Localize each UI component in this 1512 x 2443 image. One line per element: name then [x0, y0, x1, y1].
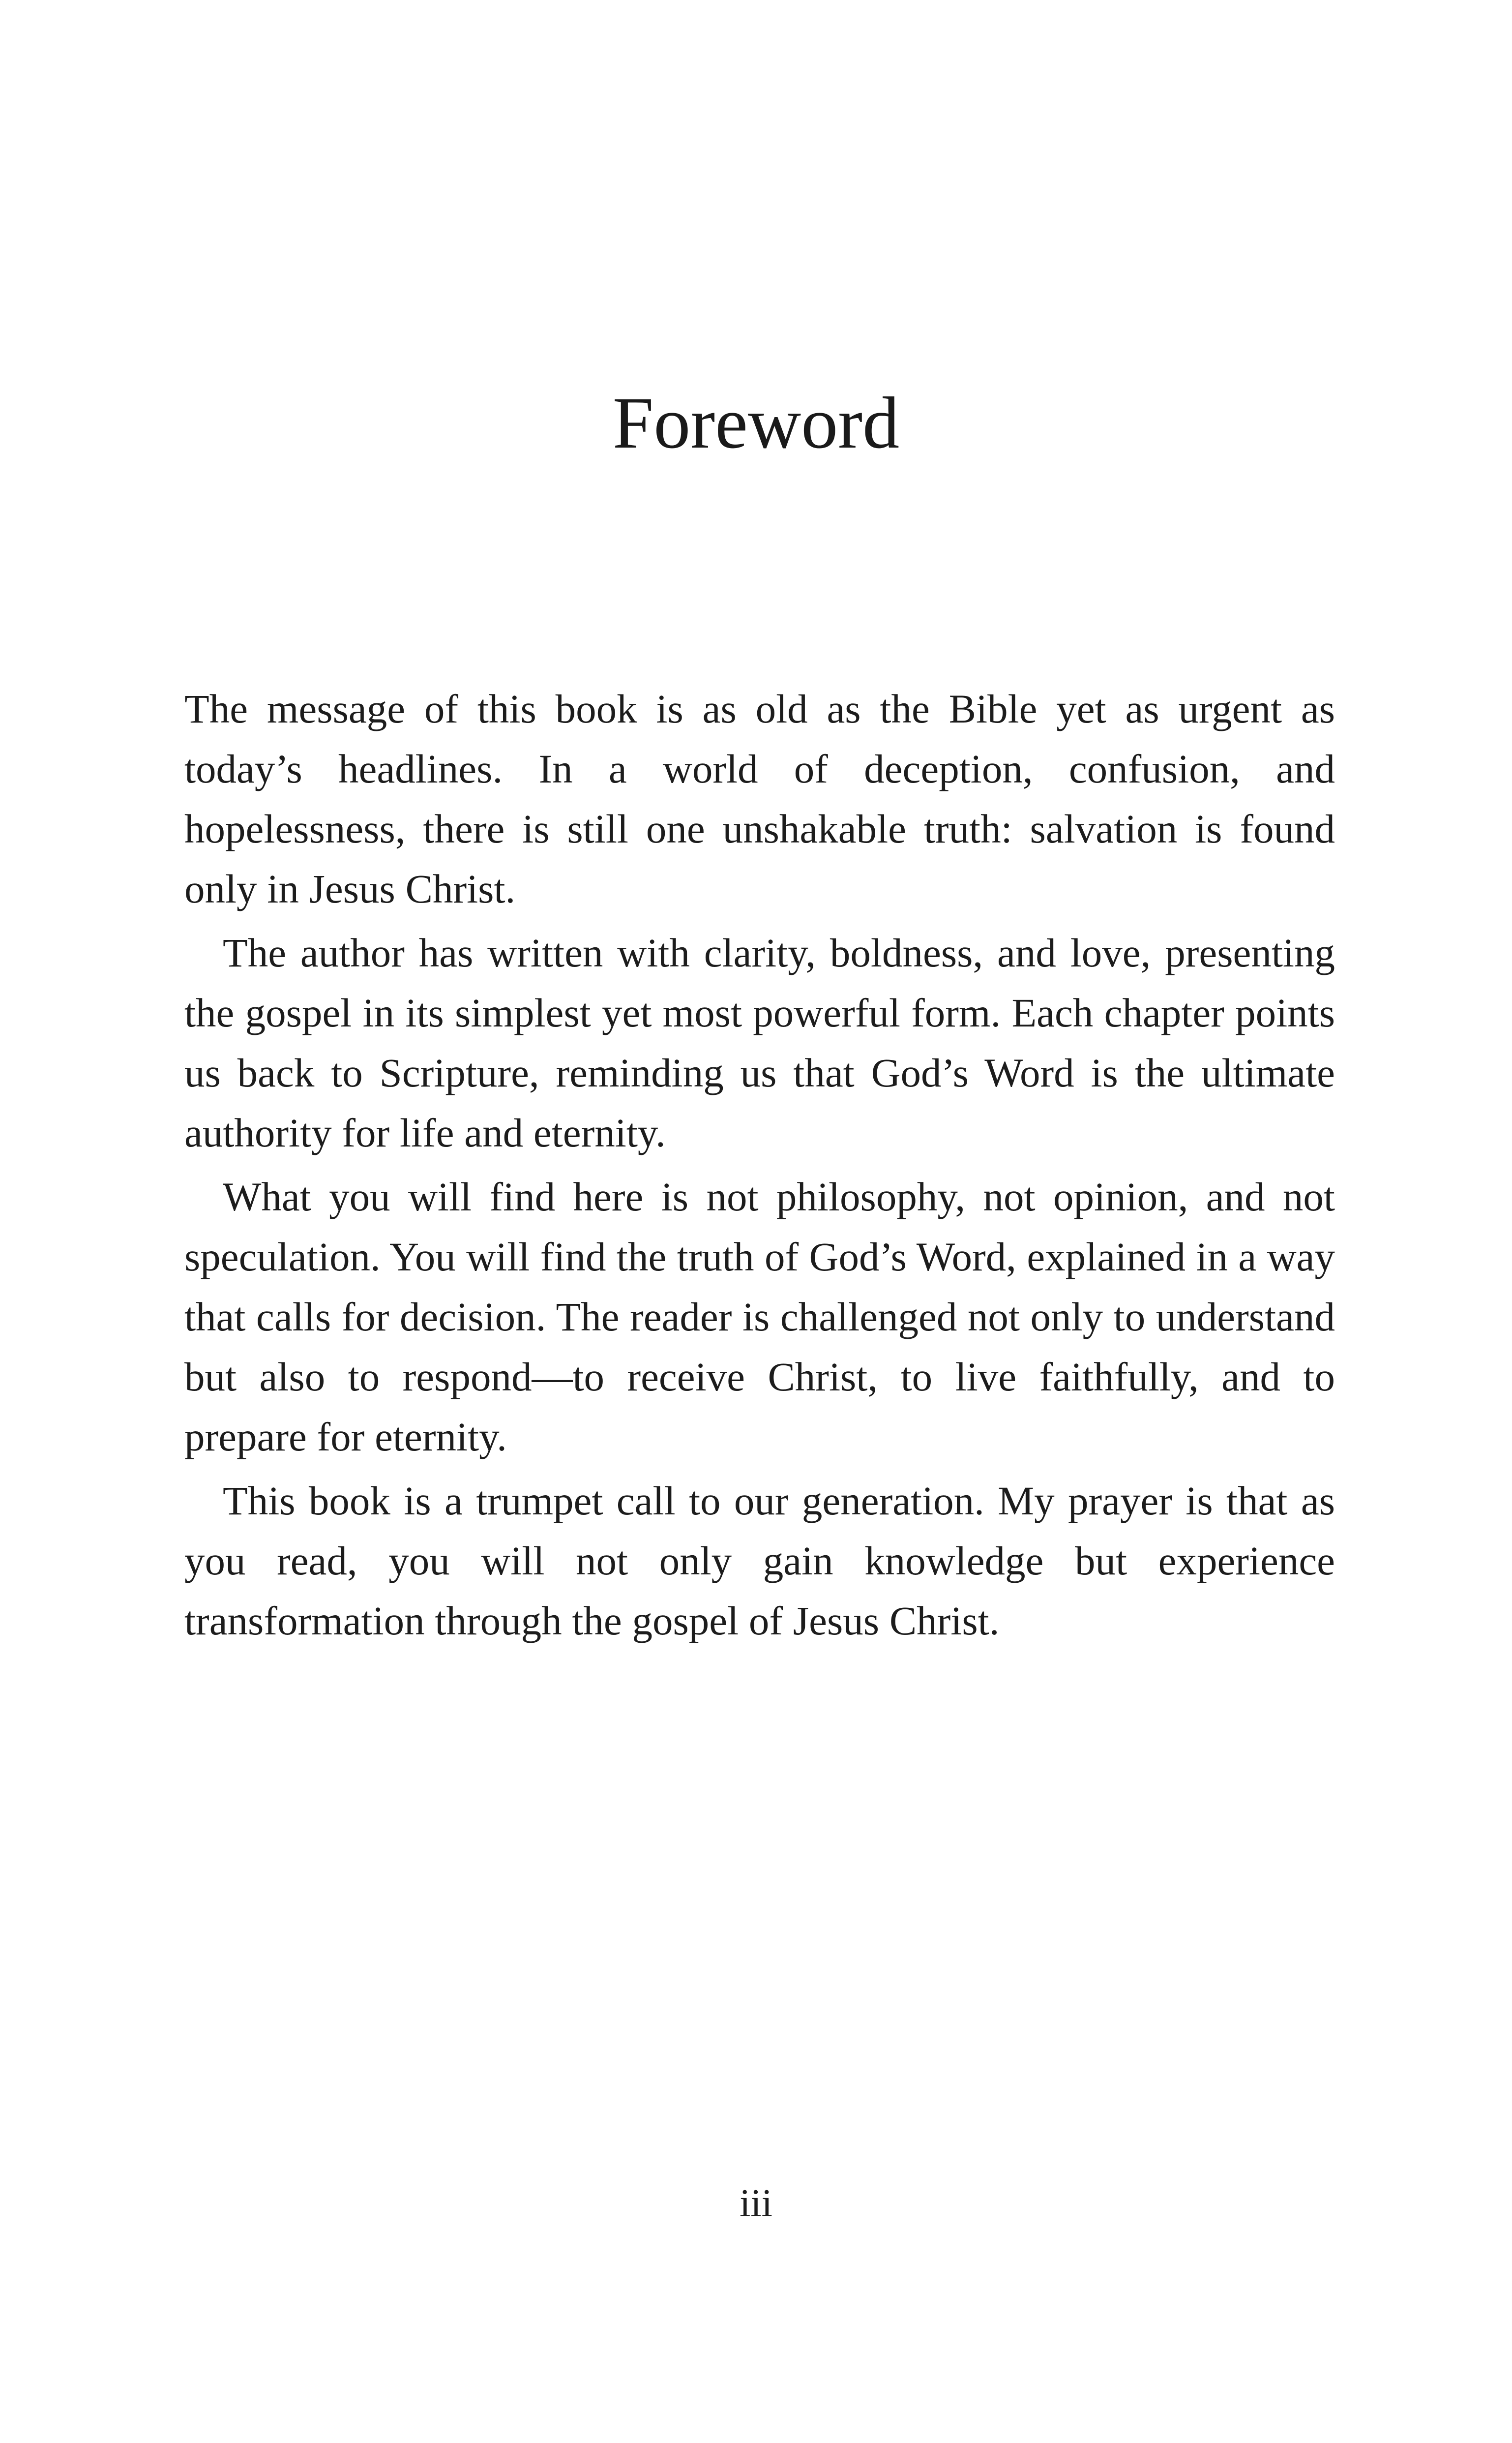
- paragraph-3: What you will find here is not philosophy, not opinion, and not speculation. You will find the truth of God’s Word, explained in a way that calls for decision. The reader is challenged not only to understand but also to respond—to receive Christ, to live faithfully, and to prepare for eternity.: [184, 1174, 1335, 1459]
- paragraph-1: The message of this book is as old as the Bible yet as urgent as today’s headlines. In a world of deception, confusion, and hopelessness, there is still one unshakable truth: salvation is found only in Jesus Christ.: [184, 686, 1335, 911]
- page-title: Foreword: [612, 382, 900, 464]
- paragraph-2: The author has written with clarity, boldness, and love, presenting the gospel in its simplest yet most powerful form. Each chapter points us back to Scripture, reminding us that God’s Word is the ultimate authority for life and eternity.: [184, 930, 1335, 1155]
- foreword-body: [184, 679, 1335, 1655]
- page-number: iii: [740, 2182, 772, 2225]
- paragraph-4: This book is a trumpet call to our generation. My prayer is that as you read, you will not only gain knowledge but experience transformation through the gospel of Jesus Christ.: [184, 1478, 1335, 1643]
